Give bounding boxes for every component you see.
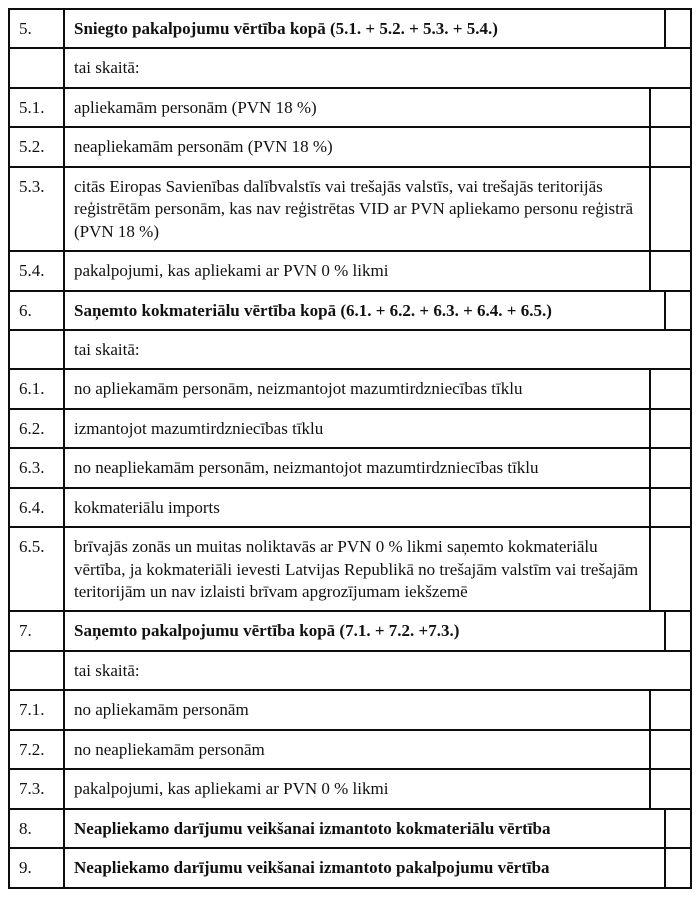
row-number: 5. xyxy=(9,9,64,48)
row-value-cell xyxy=(650,730,691,769)
table-row xyxy=(9,809,691,848)
row-description: pakalpojumi, kas apliekami ar PVN 0 % likmi xyxy=(64,769,650,808)
row-description: izmantojot mazumtirdzniecības tīklu xyxy=(64,409,650,448)
row-number: 6.3. xyxy=(9,448,64,487)
table-row xyxy=(9,291,691,330)
row-value-cell xyxy=(665,848,691,887)
row-value-cell xyxy=(650,369,691,408)
table-row xyxy=(9,690,691,729)
row-description: tai skaitā: xyxy=(64,651,691,690)
row-number: 5.2. xyxy=(9,127,64,166)
row-description: Sniegto pakalpojumu vērtība kopā (5.1. + 5.2. + 5.3. + 5.4.) xyxy=(64,9,665,48)
row-description: apliekamām personām (PVN 18 %) xyxy=(64,88,650,127)
row-description: brīvajās zonās un muitas noliktavās ar PVN 0 % likmi saņemto kokmateriālu vērtība, ja kokmateriāli ievesti Latvijas Republikā no trešajām valstīm vai trešajām teritorijām un nav izlaisti brīvam apgrozījumam iekšzemē xyxy=(64,527,650,611)
row-description: Neapliekamo darījumu veikšanai izmantoto kokmateriālu vērtība xyxy=(64,809,665,848)
row-description: no neapliekamām personām, neizmantojot mazumtirdzniecības tīklu xyxy=(64,448,650,487)
table-row xyxy=(9,48,691,87)
table-row xyxy=(9,9,691,48)
row-description: pakalpojumi, kas apliekami ar PVN 0 % likmi xyxy=(64,251,650,290)
row-number xyxy=(9,48,64,87)
row-value-cell xyxy=(665,611,691,650)
row-value-cell xyxy=(650,88,691,127)
row-description: tai skaitā: xyxy=(64,330,691,369)
row-number: 6.5. xyxy=(9,527,64,611)
row-value-cell xyxy=(650,448,691,487)
row-value-cell xyxy=(650,690,691,729)
row-description: Neapliekamo darījumu veikšanai izmantoto pakalpojumu vērtība xyxy=(64,848,665,887)
table-row xyxy=(9,409,691,448)
form-table-body xyxy=(9,9,691,888)
row-number: 7.1. xyxy=(9,690,64,729)
row-description: no neapliekamām personām xyxy=(64,730,650,769)
row-number xyxy=(9,330,64,369)
row-value-cell xyxy=(650,527,691,611)
row-description: no apliekamām personām, neizmantojot mazumtirdzniecības tīklu xyxy=(64,369,650,408)
row-number: 9. xyxy=(9,848,64,887)
table-row xyxy=(9,488,691,527)
row-value-cell xyxy=(650,251,691,290)
table-row xyxy=(9,848,691,887)
row-value-cell xyxy=(650,167,691,251)
row-description: Saņemto kokmateriālu vērtība kopā (6.1. + 6.2. + 6.3. + 6.4. + 6.5.) xyxy=(64,291,665,330)
row-description: tai skaitā: xyxy=(64,48,691,87)
row-value-cell xyxy=(650,127,691,166)
row-number: 5.3. xyxy=(9,167,64,251)
row-description: Saņemto pakalpojumu vērtība kopā (7.1. + 7.2. +7.3.) xyxy=(64,611,665,650)
row-number: 7.3. xyxy=(9,769,64,808)
row-number: 6. xyxy=(9,291,64,330)
table-row xyxy=(9,527,691,611)
row-number: 8. xyxy=(9,809,64,848)
table-row xyxy=(9,611,691,650)
row-number: 6.2. xyxy=(9,409,64,448)
table-row xyxy=(9,651,691,690)
row-number xyxy=(9,651,64,690)
table-row xyxy=(9,369,691,408)
row-description: kokmateriālu imports xyxy=(64,488,650,527)
row-value-cell xyxy=(650,488,691,527)
row-number: 7.2. xyxy=(9,730,64,769)
row-number: 6.4. xyxy=(9,488,64,527)
row-value-cell xyxy=(650,409,691,448)
row-number: 5.1. xyxy=(9,88,64,127)
row-number: 5.4. xyxy=(9,251,64,290)
table-row xyxy=(9,127,691,166)
row-number: 6.1. xyxy=(9,369,64,408)
table-row xyxy=(9,167,691,251)
row-value-cell xyxy=(665,9,691,48)
row-value-cell xyxy=(650,769,691,808)
table-row xyxy=(9,251,691,290)
table-row xyxy=(9,448,691,487)
table-row xyxy=(9,88,691,127)
row-description: citās Eiropas Savienības dalībvalstīs vai trešajās valstīs, vai trešajās teritorijās reģistrētām personām, kas nav reģistrētas VID ar PVN apliekamo personu reģistrā (PVN 18 %) xyxy=(64,167,650,251)
row-value-cell xyxy=(665,809,691,848)
scanned-form-table xyxy=(8,8,692,889)
table-row xyxy=(9,330,691,369)
row-value-cell xyxy=(665,291,691,330)
row-number: 7. xyxy=(9,611,64,650)
table-row xyxy=(9,769,691,808)
table-row xyxy=(9,730,691,769)
row-description: neapliekamām personām (PVN 18 %) xyxy=(64,127,650,166)
row-description: no apliekamām personām xyxy=(64,690,650,729)
